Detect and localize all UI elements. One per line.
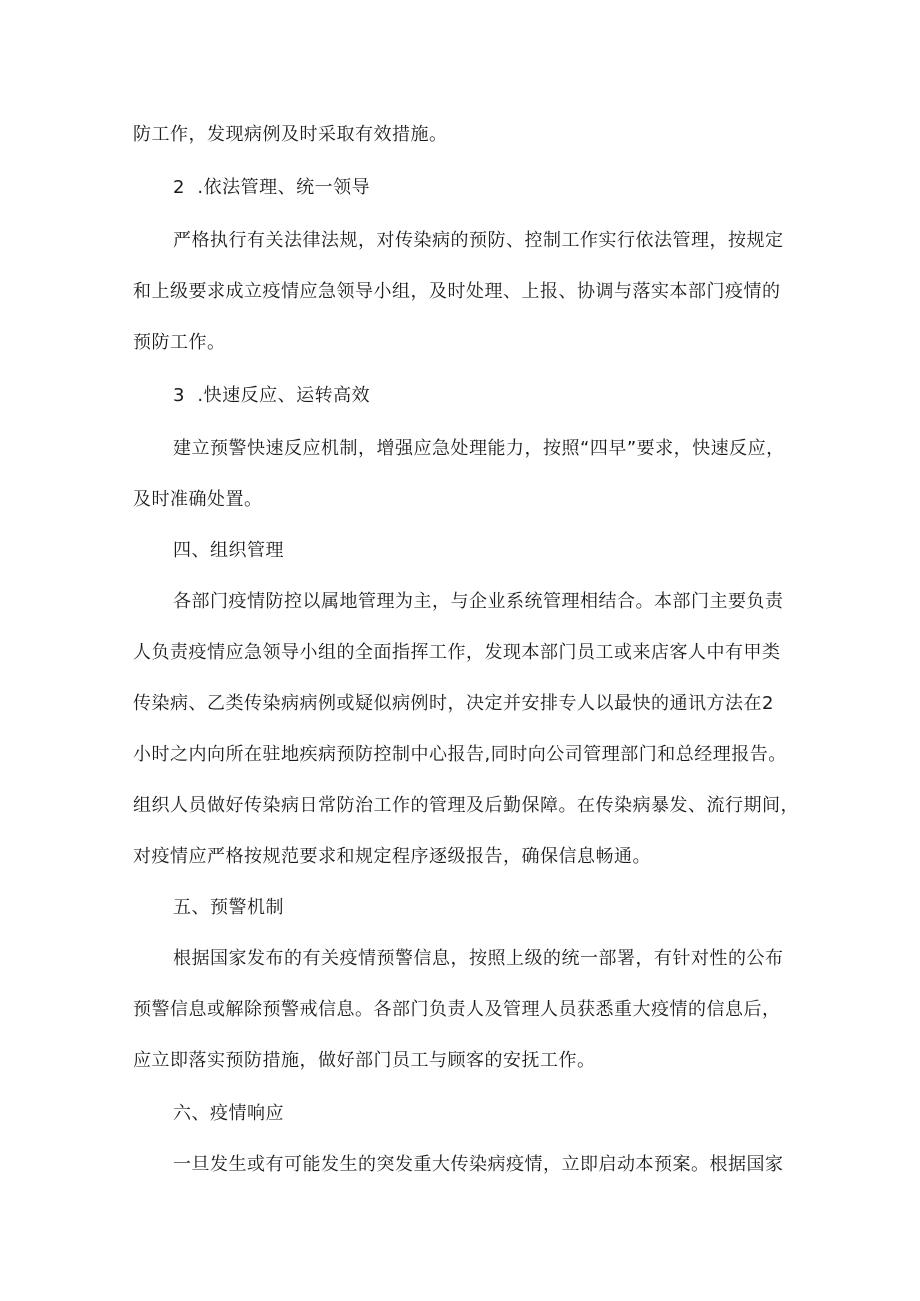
paragraph-line: 预防工作。	[133, 332, 226, 353]
paragraph-line: 小时之内向所在驻地疾病预防控制中心报告,同时向公司管理部门和总经理报告。	[133, 744, 787, 765]
paragraph-line: 组织人员做好传染病日常防治工作的管理及后勤保障。在传染病暴发、流行期间，	[133, 795, 799, 816]
paragraph-line: 应立即落实预防措施，做好部门员工与顾客的安抚工作。	[133, 1050, 596, 1071]
paragraph-line: 对疫情应严格按规范要求和规定程序逐级报告，确保信息畅通。	[133, 846, 651, 867]
paragraph-line: 传染病、乙类传染病病例或疑似病例时，决定并安排专人以最快的通讯方法在2	[133, 693, 774, 714]
section-heading-3: 3 .快速反应、运转高效	[173, 385, 371, 406]
section-heading-6: 六、疫情响应	[173, 1103, 284, 1124]
paragraph-line: 各部门疫情防控以属地管理为主，与企业系统管理相结合。本部门主要负责	[173, 591, 784, 612]
paragraph-line: 人负责疫情应急领导小组的全面指挥工作，发现本部门员工或来店客人中有甲类	[133, 642, 781, 663]
paragraph-line: 及时准确处置。	[133, 489, 263, 510]
paragraph-continuation-line: 防工作，发现病例及时采取有效措施。	[133, 124, 448, 145]
paragraph-line: 建立预警快速反应机制，增强应急处理能力，按照“四早”要求，快速反应，	[173, 438, 785, 459]
section-heading-5: 五、预警机制	[173, 897, 284, 918]
paragraph-line: 一旦发生或有可能发生的突发重大传染病疫情，立即启动本预案。根据国家	[173, 1154, 784, 1175]
section-heading-2: 2 .依法管理、统一领导	[173, 177, 371, 198]
paragraph-line: 根据国家发布的有关疫情预警信息，按照上级的统一部署，有针对性的公布	[173, 948, 784, 969]
paragraph-line: 严格执行有关法律法规，对传染病的预防、控制工作实行依法管理，按规定	[173, 230, 784, 251]
section-heading-4: 四、组织管理	[173, 540, 284, 561]
paragraph-line: 和上级要求成立疫情应急领导小组，及时处理、上报、协调与落实本部门疫情的	[133, 281, 781, 302]
document-body	[133, 116, 801, 1183]
paragraph-line: 预警信息或解除预警戒信息。各部门负责人及管理人员获悉重大疫情的信息后，	[133, 999, 781, 1020]
